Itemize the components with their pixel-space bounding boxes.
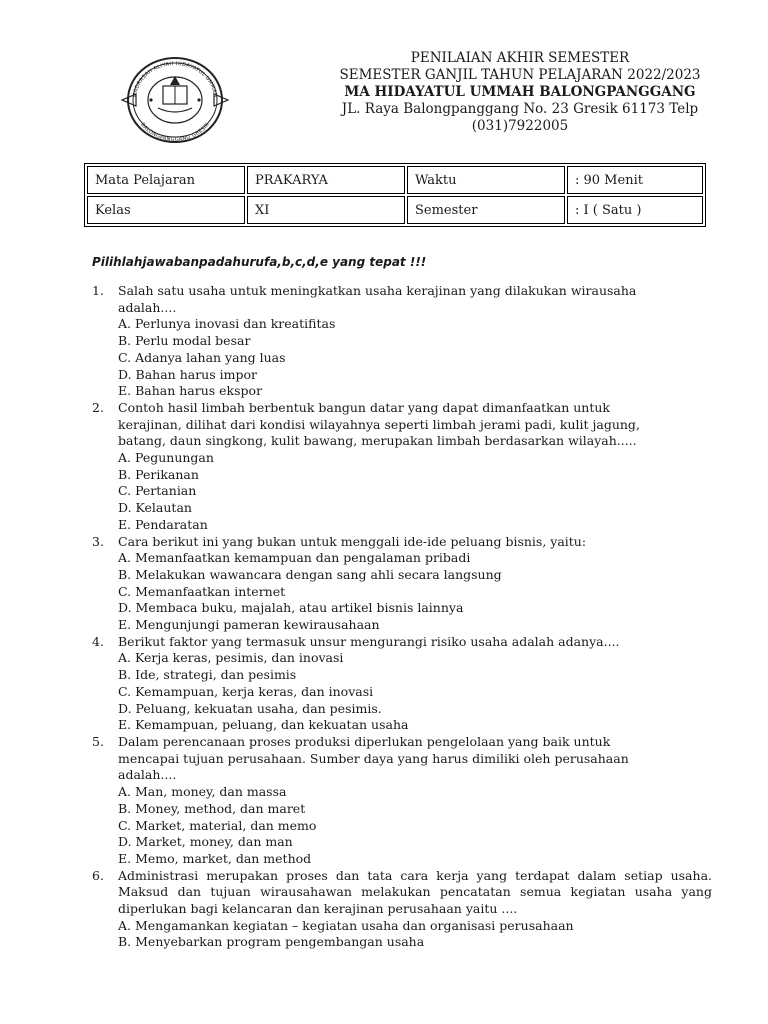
info-value-semester: : I ( Satu ) [567, 196, 703, 224]
option-c: C. Pertanian [118, 483, 197, 499]
question-text: adalah.... [118, 767, 177, 783]
info-value-subject: PRAKARYA [247, 166, 405, 194]
option-b: B. Melakukan wawancara dengan sang ahli secara langsung [118, 566, 502, 582]
option-d: D. Market, money, dan man [118, 834, 293, 850]
option-c: C. Market, material, dan memo [118, 817, 317, 833]
option-b: B. Perikanan [118, 466, 199, 482]
info-table [84, 163, 706, 227]
option-c: C. Adanya lahan yang luas [118, 349, 286, 365]
school-logo [110, 54, 240, 146]
logo-bottom-text: BALONGPANGGANG GRESIK [139, 121, 211, 143]
question-6 [92, 868, 712, 952]
info-row-class [87, 196, 703, 224]
option-a: A. Pegunungan [118, 450, 214, 466]
info-label-class: Kelas [87, 196, 245, 224]
option-b: B. Perlu modal besar [118, 333, 251, 349]
option-d: D. Bahan harus impor [118, 366, 257, 382]
header-school-name: MA HIDAYATUL UMMAH BALONGPANGGANG [344, 84, 696, 100]
question-2 [92, 400, 712, 534]
option-c: C. Kemampuan, kerja keras, dan inovasi [118, 683, 374, 699]
question-3 [92, 534, 712, 634]
option-b: B. Ide, strategi, dan pesimis [118, 667, 297, 683]
option-d: D. Peluang, kekuatan usaha, dan pesimis. [118, 700, 382, 716]
option-b: B. Money, method, dan maret [118, 800, 306, 816]
question-number: 5. [92, 733, 104, 749]
info-row-subject [87, 166, 703, 194]
question-4 [92, 634, 712, 734]
option-c: C. Memanfaatkan internet [118, 583, 286, 599]
info-value-time: : 90 Menit [567, 166, 703, 194]
option-a: A. Man, money, dan massa [118, 784, 287, 800]
question-text: adalah.... [118, 299, 177, 315]
logo-top-text: MADRASAH ALIYAH HIDAYATUL UMMAH [132, 61, 218, 98]
header-semester: SEMESTER GANJIL TAHUN PELAJARAN 2022/2023 [339, 67, 701, 83]
question-number: 1. [92, 283, 104, 298]
question-text: Cara berikut ini yang bukan untuk menggali ide-ide peluang bisnis, yaitu: [118, 533, 587, 549]
question-text: Salah satu usaha untuk meningkatkan usaha kerajinan yang dilakukan wirausaha [118, 283, 637, 298]
option-e: E. Kemampuan, peluang, dan kekuatan usaha [118, 717, 409, 733]
question-text: mencapai tujuan perusahaan. Sumber daya yang harus dimiliki oleh perusahaan [118, 750, 629, 766]
header-address: JL. Raya Balongpanggang No. 23 Gresik 61173 Telp [341, 101, 699, 117]
exam-header [300, 50, 740, 135]
info-label-time: Waktu [407, 166, 565, 194]
question-number: 3. [92, 533, 104, 549]
info-label-semester: Semester [407, 196, 565, 224]
question-number: 6. [92, 867, 104, 883]
option-e: E. Memo, market, dan method [118, 850, 312, 866]
question-5 [92, 734, 712, 868]
option-e: E. Pendaratan [118, 516, 208, 532]
info-value-class: XI [247, 196, 405, 224]
question-text: Berikut faktor yang termasuk unsur mengurangi risiko usaha adalah adanya.... [118, 633, 620, 649]
option-b: B. Menyebarkan program pengembangan usaha [118, 934, 425, 950]
header-title: PENILAIAN AKHIR SEMESTER [410, 50, 630, 66]
question-1 [92, 283, 712, 400]
option-d: D. Membaca buku, majalah, atau artikel bisnis lainnya [118, 600, 464, 616]
header-phone: (031)7922005 [471, 118, 569, 134]
option-e: E. Mengunjungi pameran kewirausahaan [118, 617, 380, 633]
question-text: Contoh hasil limbah berbentuk bangun datar yang dapat dimanfaatkan untuk [118, 399, 610, 415]
option-a: A. Memanfaatkan kemampuan dan pengalaman pribadi [118, 550, 471, 566]
info-label-subject: Mata Pelajaran [87, 166, 245, 194]
question-list [92, 283, 712, 951]
option-a: A. Perlunya inovasi dan kreatifitas [118, 316, 336, 332]
question-number: 2. [92, 399, 104, 415]
question-text: Administrasi merupakan proses dan tata cara kerja yang terdapat dalam setiap usaha. Maksud dan tujuan wirausahawan melakukan pencatatan semua kegiatan usaha yang diperlukan bagi kelancaran dan kerajinan perusahaan yaitu .... [118, 867, 712, 917]
question-text: Dalam perencanaan proses produksi diperlukan pengelolaan yang baik untuk [118, 733, 611, 749]
option-a: A. Mengamankan kegiatan – kegiatan usaha dan organisasi perusahaan [118, 917, 574, 933]
instruction-text: Pilihlahjawabanpadahurufa,b,c,d,e yang tepat !!! [92, 255, 427, 269]
svg-text:BALONGPANGGANG GRESIK [139, 122, 211, 143]
option-a: A. Kerja keras, pesimis, dan inovasi [118, 650, 344, 666]
question-text: batang, daun singkong, kulit bawang, merupakan limbah berdasarkan wilayah..... [118, 433, 637, 449]
option-d: D. Kelautan [118, 500, 192, 516]
question-text: kerajinan, dilihat dari kondisi wilayahnya seperti limbah jerami padi, kulit jagung, [118, 416, 640, 432]
question-number: 4. [92, 633, 104, 649]
option-e: E. Bahan harus ekspor [118, 383, 263, 399]
